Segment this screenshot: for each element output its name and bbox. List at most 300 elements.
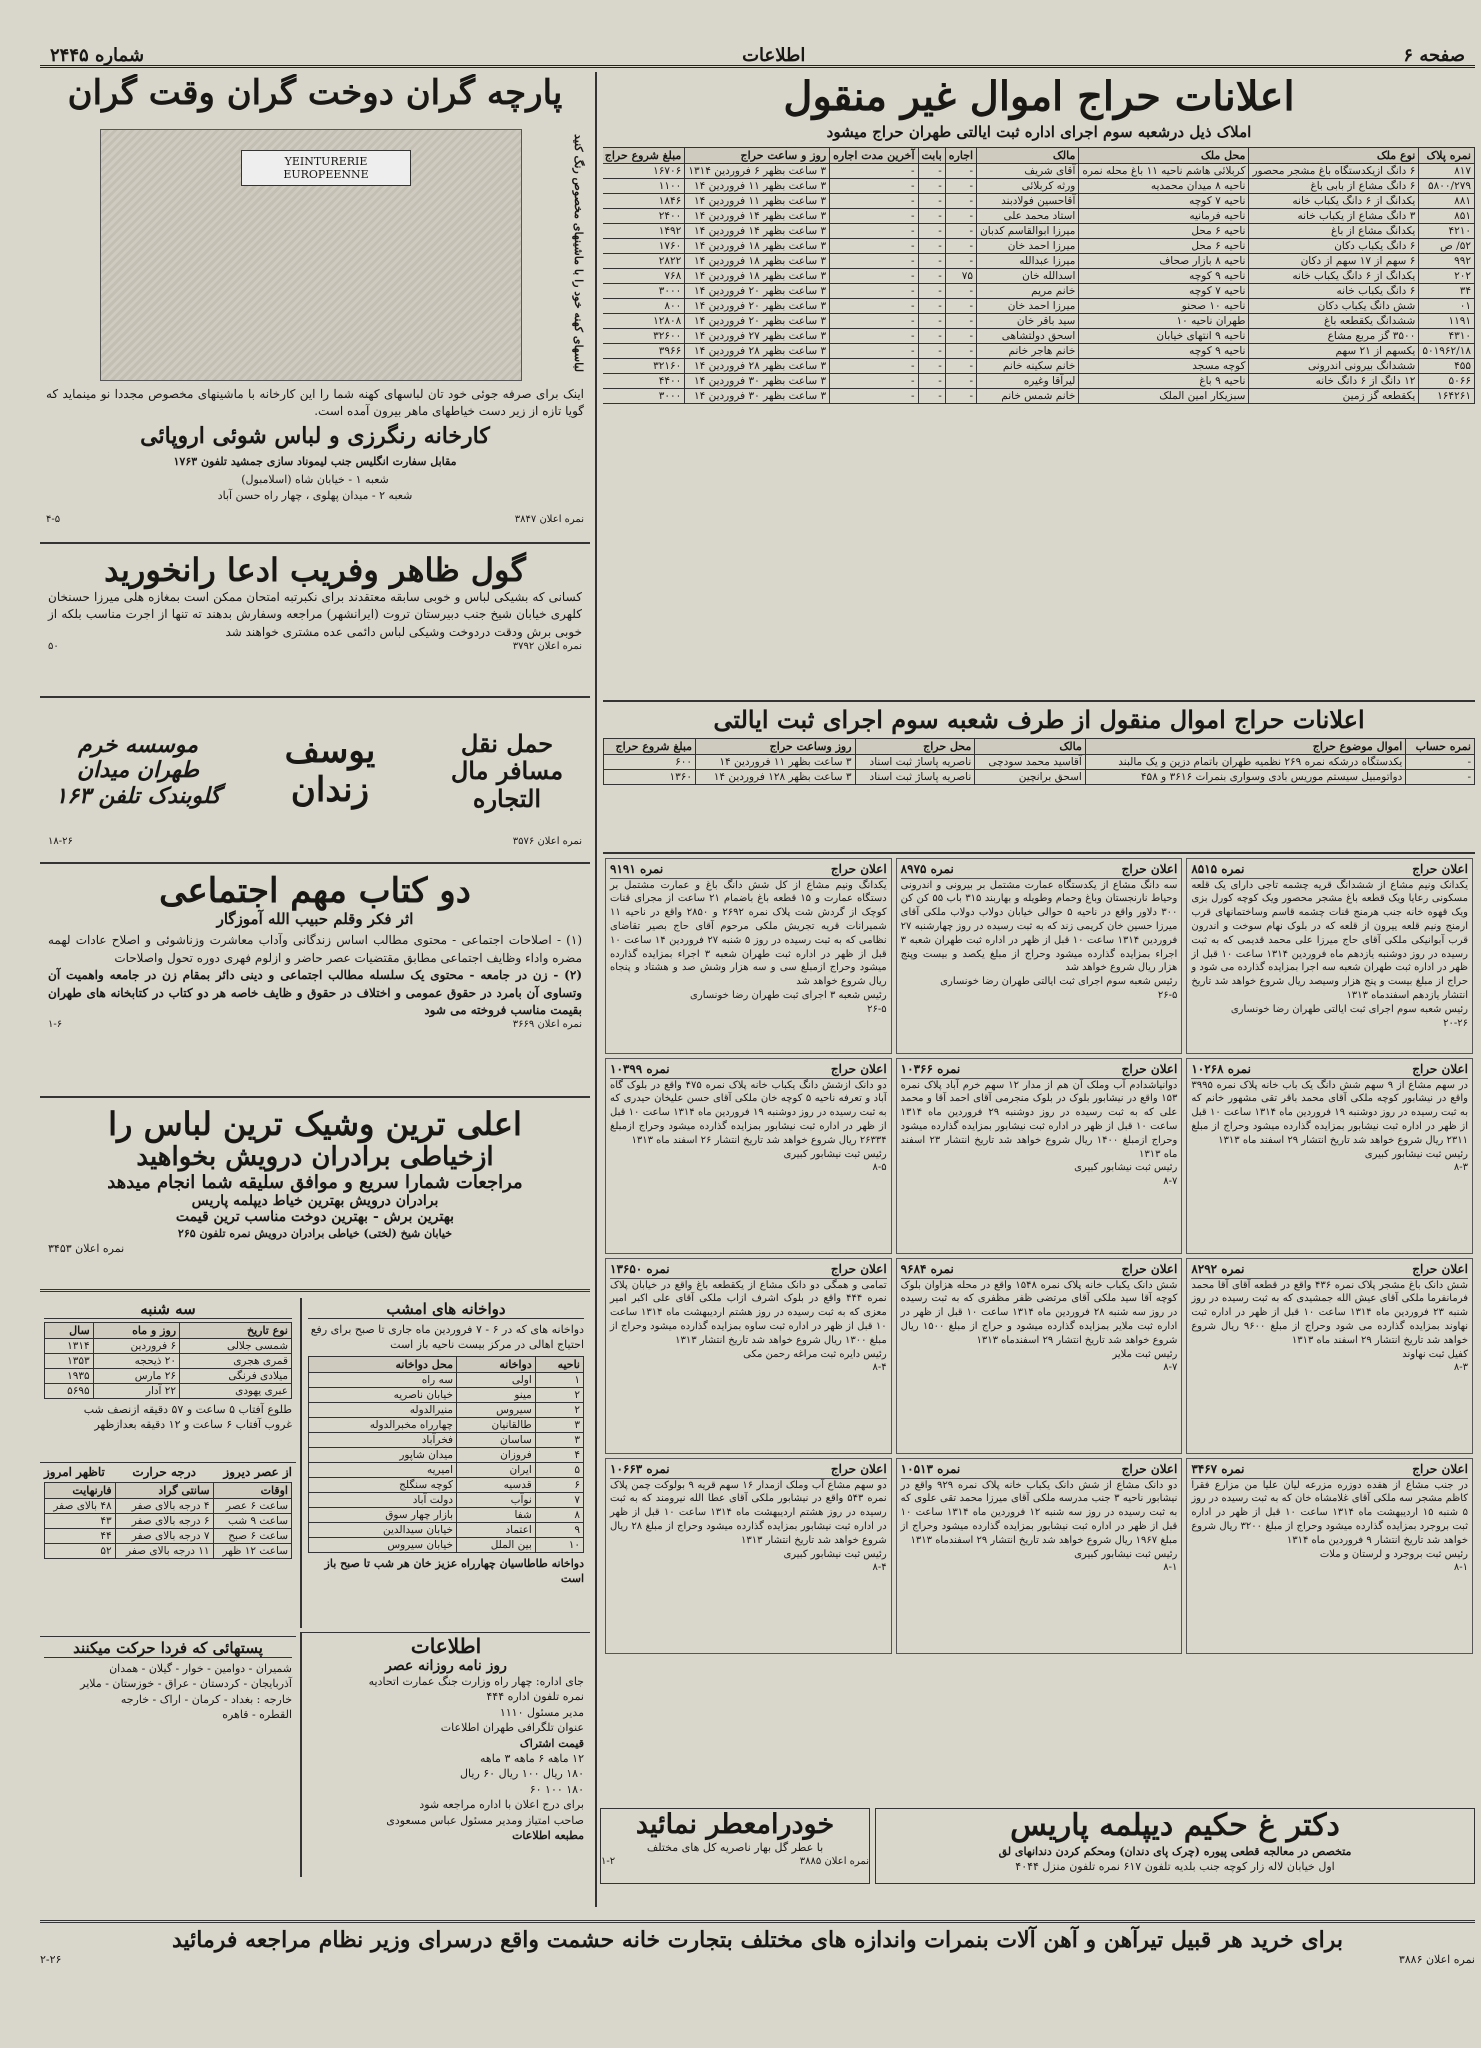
table-cell: - xyxy=(918,179,945,194)
auction-movable-title: اعلانات حراج اموال منقول از طرف شعبه سوم اجرای ثبت ایالتی xyxy=(713,705,1365,734)
page-header xyxy=(40,46,1475,68)
post-line-3: خارجه : بغداد - کرمان - اراک - خارجه xyxy=(120,1692,292,1706)
table-cell: سبزیکار امین الملک xyxy=(1079,389,1249,404)
perfume-code: ۱-۲ xyxy=(601,1856,616,1868)
table-cell: ۴۴ xyxy=(45,1529,116,1544)
table-cell: ۱۶۴۲۶۱ xyxy=(1419,389,1475,404)
deceit-title: گول ظاهر وفریب ادعا رانخورید xyxy=(104,551,526,589)
books-num: نمره اعلان ۳۶۶۹ xyxy=(512,1019,582,1031)
pharm-col-zone: ناحیه xyxy=(535,1356,583,1372)
notice-box xyxy=(605,858,892,1054)
ettelaat-manager-phone: ۱۱۱۰ xyxy=(499,1705,524,1719)
footer-text: برای خرید هر قبیل تیرآهن و آهن آلات بنمرات واندازه های مختلف بتجارت خانه حشمت واقع درسرای وزیر نظام مراجعه فرمائید xyxy=(171,1927,1344,1953)
table-cell: آقاسید محمد سودچی xyxy=(975,754,1086,769)
pharm-zone: ۷ xyxy=(535,1492,583,1507)
table-cell: ساعت ۱۲ ظهر xyxy=(213,1544,291,1559)
notice-code: ۲۶-۵ xyxy=(1157,989,1178,1001)
table-cell: ۸۱۷ xyxy=(1419,164,1475,179)
deceit-num: نمره اعلان ۳۷۹۲ xyxy=(512,640,582,652)
mov-col-header: نمره حساب xyxy=(1406,738,1475,754)
notice-header xyxy=(1191,1061,1468,1079)
table-cell: ۴۳ xyxy=(45,1514,116,1529)
table-cell: ۱۱۹۱ xyxy=(1419,314,1475,329)
table-cell: - xyxy=(945,224,976,239)
notice-header xyxy=(1191,1261,1468,1279)
temp-col-header: سانتی گراد xyxy=(115,1483,213,1499)
notice-body: شش دانک باغ مشجر پلاک نمره ۴۳۶ واقع در قطعه آقای آقا محمد فرمانفرما ملکی آقای عیش الله جمشیدی که به ثبت رسیده در روز شنبه ۲۳ فروردین ماه ۱۳۱۴ ساعت ۱۰ قبل از ظهر در اداره ثبت نهاوند بمزایده گذارده می شود وحراج از مبلغ ۹۶۰۰ ریال شروع خواهد شد تاریخ انتشار ۲۹ اسفند ماه ۱۳۱۳ xyxy=(1191,1279,1468,1346)
ettelaat-title: اطلاعات xyxy=(410,1634,482,1658)
table-cell: یکسهم از ۲۱ سهم xyxy=(1249,344,1419,359)
table-cell: ۳ ساعت بظهر ۱۴ فروردین ۱۴ xyxy=(685,224,830,239)
post-line-1: شمیران - دوامین - خوار - گیلان - همدان xyxy=(109,1662,292,1675)
post-box xyxy=(40,1636,296,1876)
table-cell: ۳ ساعت بظهر ۱۱ فروردین ۱۴ xyxy=(685,179,830,194)
pharm-zone: ۹ xyxy=(535,1522,583,1537)
temp-title: درجه حرارت xyxy=(132,1465,196,1479)
table-cell: ۵۰۱۹۶۲/۱۸ xyxy=(1419,344,1475,359)
temperature-header xyxy=(44,1465,292,1479)
table-cell: - xyxy=(945,284,976,299)
table-cell: آقای شریف xyxy=(977,164,1079,179)
table-cell: - xyxy=(945,374,976,389)
table-cell: ۳۹۶۶ xyxy=(603,344,685,359)
sunrise: طلوع آفتاب ۵ ساعت و ۵۷ دقیقه ازنصف شب xyxy=(83,1403,292,1416)
footer-num: نمره اعلان ۳۸۸۶ xyxy=(1398,1953,1475,1966)
table-cell: شمسی جلالی xyxy=(180,1339,292,1354)
notice-signature: رئیس ثبت بروجرد و لرستان و ملات xyxy=(1319,1548,1468,1560)
notice-title: اعلان حراج xyxy=(1412,1462,1468,1476)
table-row xyxy=(309,1537,584,1552)
pharm-area: فخرآباد xyxy=(309,1432,457,1447)
table-row xyxy=(309,1372,584,1387)
table-cell: - xyxy=(830,194,918,209)
ettelaat-phone: نمره تلفون اداره xyxy=(507,1690,584,1704)
pharm-name: نوآب xyxy=(457,1492,536,1507)
tailor-line-1: اعلی ترین وشیک ترین لباس را xyxy=(108,1105,522,1143)
table-cell: - xyxy=(918,374,945,389)
pharm-area: دولت آباد xyxy=(309,1492,457,1507)
notice-box xyxy=(1186,1058,1473,1254)
notice-body: یکدانک ونیم مشاع از ششدانگ قریه چشمه تاجی دارای یک قلعه مسکونی رعایا ویک قطعه باغ مشجر محصور ویک کوچه کورل بزی ویک قهوه خانه جنب هرمنج قنات چشمه قاسم وساختمانهای قرب ارمنج ونیم قلعه ییرون از قلعه که در بلوک نهام سوخت و اندرون قرب آبوانیکی ملکی آقای حاج میرزا علی محمد قدیمی که به ثبت رسیده در روز دوشنبه یازدهم ماه فروردین ۱۳۱۴ ساعت ۱۰ قبل از ظهر در اداره ثبت طهران شعبه سه اجرا بمزایده گذارده می شود و حراج از مبلغ بیست و پنج هزار وسیصد ریال شروع خواهد شد تاریخ انتشار یازدهم اسفندماه ۱۳۱۳ xyxy=(1191,879,1468,1001)
table-cell: ۱۶۷۰۶ xyxy=(603,164,685,179)
notice-body: سه دانگ مشاع از یکدستگاه عمارت مشتمل بر بیرونی و اندرونی وحیاط نارنجستان وباغ وحمام وطویله و بهاربند ۳۱۵ باب ۵۵ کن کن ۳۰۰ دلاور واقع در ناحیه ۵ حوالی خیابان دولاب دولاب ملکی آقای میرزا حسین خان کریمی زند که به ثبت رسیده در روز چهارشنبه ۲۷ فروردین ۱۳۱۴ ساعت ۱۰ قبل از ظهر در اداره ثبت طهران شعبه ۳ اجراء بمزایده گذارده میشود وحراج از مبلغ یکصد و بیست وپنج هزار ریال شروع خواهد شد xyxy=(900,879,1178,974)
notices-section xyxy=(603,852,1475,1882)
perfume-num-row xyxy=(601,1855,869,1869)
table-cell: ۵۲/ ص xyxy=(1419,239,1475,254)
table-cell: عبری یهودی xyxy=(180,1384,292,1399)
notice-header xyxy=(901,1461,1178,1479)
tailor-line-2: ازخیاطی برادران درویش بخواهید xyxy=(136,1141,494,1172)
table-row xyxy=(603,164,1475,179)
table-cell: - xyxy=(945,254,976,269)
transport-col-1: حمل نقل مسافر مال التجاره xyxy=(450,728,564,813)
table-cell: ناحیه ۸ میدان محمدیه xyxy=(1079,179,1249,194)
notice-code: ۸-۳ xyxy=(1453,1362,1468,1374)
notice-signature: رئیس شعبه ۳ اجرای ثبت طهران رضا خونساری xyxy=(690,989,887,1001)
pharm-area: خیابان سیدالدین xyxy=(309,1522,457,1537)
imm-col-header: مبلغ شروع حراج xyxy=(603,148,685,164)
pharm-area: بازار چهار سوق xyxy=(309,1507,457,1522)
notice-code: ۸-۷ xyxy=(1163,1176,1178,1188)
table-cell: ۱۳۵۳ xyxy=(45,1354,94,1369)
transport-col-2: یوسف زندان xyxy=(284,730,376,810)
table-row xyxy=(45,1369,292,1384)
table-cell: ۳ ساعت بظهر ۳۰ فروردین ۱۴ xyxy=(685,389,830,404)
notice-number: نمره ۱۰۵۱۳ xyxy=(900,1462,961,1476)
notice-box xyxy=(605,1058,892,1254)
table-cell: - xyxy=(918,329,945,344)
auction-immovable-title: اعلانات حراج اموال غیر منقول xyxy=(783,74,1295,120)
table-cell: ۱۴۹۲ xyxy=(603,224,685,239)
fabric-ad xyxy=(40,74,590,544)
table-cell: ۱۹۳۵ xyxy=(45,1369,94,1384)
table-cell: ناحیه ۶ محل xyxy=(1079,224,1249,239)
subscription-row: ۱۸۰ ۱۰۰ ۶۰ xyxy=(529,1782,584,1796)
temperature-box xyxy=(40,1462,296,1632)
notice-number: نمره ۸۵۱۵ xyxy=(1191,862,1245,876)
tailor-line-5: بهترین برش - بهترین دوخت مناسب ترین قیمت xyxy=(175,1209,455,1226)
pharm-zone: ۵ xyxy=(535,1462,583,1477)
notice-header xyxy=(901,861,1178,879)
notice-box xyxy=(1186,1458,1473,1654)
table-row xyxy=(603,209,1475,224)
doctor-ad xyxy=(875,1808,1475,1884)
post-line-2: آذربایجان - کردستان - عراق - خوزستان - ملایر xyxy=(80,1677,292,1691)
table-cell: کربلائی هاشم ناحیه ۱۱ باغ محله نمره xyxy=(1079,164,1249,179)
books-item-2: (۲) - زن در جامعه - محتوی یک سلسله مطالب اجتماعی و دینی دائر بمقام زن در جامعه واهمیت آن وتساوی آن بامرد در حقوق عمومی و اختلاف در حقوق و ظایف خاصه هر دو کتاب در کتابخانه های طهران بقیمت مناسب فروخته می شود xyxy=(48,968,582,1017)
notice-number: نمره ۹۶۸۴ xyxy=(900,1262,954,1276)
pharm-zone: ۳ xyxy=(535,1432,583,1447)
table-cell: ساعت ۹ شب xyxy=(213,1514,291,1529)
table-cell: ۳ ساعت بظهر ۳۰ فروردین ۱۴ xyxy=(685,374,830,389)
table-row xyxy=(309,1492,584,1507)
table-cell: ناحیه ۹ باغ xyxy=(1079,374,1249,389)
ettelaat-sub: روز نامه روزانه عصر xyxy=(385,1658,507,1674)
notice-code: ۲۰-۲۶ xyxy=(1443,1017,1468,1029)
table-row xyxy=(309,1387,584,1402)
table-row xyxy=(603,329,1475,344)
table-cell: ۶ دانگ ازیکدستگاه باغ مشجر محصور xyxy=(1249,164,1419,179)
table-cell: ناحیه ۹ انتهای خیابان xyxy=(1079,329,1249,344)
ettelaat-phone-num: ۴۴۴ xyxy=(486,1690,505,1704)
pharm-name: اعتماد xyxy=(457,1522,536,1537)
notice-code: ۸-۵ xyxy=(872,1162,887,1174)
table-row xyxy=(309,1402,584,1417)
post-line-4: القطره - قاهره xyxy=(222,1708,292,1722)
table-cell: - xyxy=(830,179,918,194)
table-cell: ۳ ساعت بظهر ۱۱ فروردین ۱۴ xyxy=(685,194,830,209)
table-row xyxy=(309,1417,584,1432)
notice-code: ۸-۴ xyxy=(872,1562,887,1574)
table-cell: - xyxy=(918,239,945,254)
temperature-table xyxy=(44,1482,292,1559)
notice-title: اعلان حراج xyxy=(1121,862,1178,876)
sunset: غروب آفتاب ۶ ساعت و ۱۲ دقیقه بعدازظهر xyxy=(94,1418,292,1432)
transport-num: نمره اعلان ۳۵۷۶ xyxy=(512,836,582,847)
table-cell: ۶ سهم از ۱۷ سهم از دکان xyxy=(1249,254,1419,269)
books-num-row xyxy=(48,1019,582,1030)
notice-body: شش دانک یکباب خانه پلاک نمره ۱۵۴۸ واقع در محله هزاوان بلوک کوچه آقا سید ملکی آقای مرتضی ظفر مظفری که به ثبت رسیده در روز سه شنبه ۲۸ فروردین ماه ۱۳۱۴ ساعت ۱۰ قبل از ظهر در اداره ثبت ملایر بمزایده گذارده میشود و حراج از مبلغ ۱۵۰۰ ریال شروع خواهد شد تاریخ انتشار ۲۹ اسفندماه ۱۳۱۳ xyxy=(900,1279,1178,1346)
notice-number: نمره ۱۳۶۵۰ xyxy=(610,1262,670,1276)
transport-ad xyxy=(40,702,590,864)
auction-immovable-table xyxy=(603,147,1475,404)
table-cell: ۳۵۰۰ گز مربع مشاع xyxy=(1249,329,1419,344)
fabric-num: نمره اعلان ۳۸۴۷ xyxy=(514,514,584,525)
table-cell: - xyxy=(918,164,945,179)
table-row xyxy=(309,1522,584,1537)
notice-header xyxy=(1191,1461,1468,1479)
notice-signature: رئیس شعبه سوم اجرای ثبت ایالتی طهران رضا خونساری xyxy=(940,976,1178,988)
perfume-ad xyxy=(600,1808,870,1884)
imm-col-header: نمره پلاک xyxy=(1419,148,1475,164)
pharm-area: کوچه سنگلج xyxy=(309,1477,457,1492)
notice-number: نمره ۱۰۲۶۸ xyxy=(1191,1062,1251,1076)
table-cell: ناحیه فرمانیه xyxy=(1079,209,1249,224)
ettelaat-telegram: عنوان تلگرافی طهران اطلاعات xyxy=(440,1721,584,1735)
table-cell: ۴۴۰۰ xyxy=(603,374,685,389)
notice-number: نمره ۱۰۳۹۹ xyxy=(610,1062,670,1076)
table-cell: ۴۲۱۰ xyxy=(1419,224,1475,239)
table-cell: - xyxy=(918,359,945,374)
table-row xyxy=(603,344,1475,359)
books-item-1: (۱) - اصلاحات اجتماعی - محتوی مطالب اساس زندگانی وآداب معاشرت وزناشوئی و اصلاح عادات لهمه مضره واداء وظایف اجتماعی مطابق مقتضیات عصر حاضر و ازلوم فهری دوره تحول واصلاحات xyxy=(48,933,582,965)
notice-title: اعلان حراج xyxy=(830,862,887,876)
subscription-row: ۱۲ ماهه ۶ ماهه ۳ ماهه xyxy=(480,1752,584,1766)
footer-num-row xyxy=(40,1953,1475,1966)
table-row xyxy=(45,1529,292,1544)
table-cell: ناصریه پاساژ ثبت اسناد xyxy=(855,754,975,769)
notice-title: اعلان حراج xyxy=(1412,1062,1468,1076)
books-code: ۱-۶ xyxy=(48,1019,63,1031)
table-row xyxy=(603,239,1475,254)
ettelaat-printer: مطبعه اطلاعات xyxy=(512,1829,584,1842)
table-row xyxy=(603,389,1475,404)
ettelaat-manager-row xyxy=(308,1705,584,1720)
pharmacies-note: دواخانه طاطاسیان چهارراه عزیز خان هر شب تا صبح باز است xyxy=(324,1556,584,1586)
pharm-area: خیابان ناصریه xyxy=(309,1387,457,1402)
table-cell: - xyxy=(918,209,945,224)
table-cell: - xyxy=(945,329,976,344)
notice-body: تمامی و همگی دو دانک مشاع از یکقطعه باغ واقع در خیابان پلاک نمره ۴۴۴ واقع در بلوک اشرف ازاب ملکی آقای علی اکبر امیر معزی که به ثبت رسیده در روز هشتم اردیبهشت ماه ۱۳۱۴ ساعت ۱۰ قبل از ظهر در اداره ثبت ساوه بمزایده گذارده میشود وحراج از مبلغ ۱۳۰۰ ریال شروع خواهد شد تاریخ انتشار ۱۳۱۳ xyxy=(610,1279,887,1346)
table-cell: ۱۱۰۰ xyxy=(603,179,685,194)
table-cell: ۱۲۸۰۸ xyxy=(603,314,685,329)
table-cell: ۳ ساعت بظهر ۱۲۸ فروردین ۱۴ xyxy=(696,769,855,784)
pharm-zone: ۸ xyxy=(535,1507,583,1522)
table-cell: ۵۲ xyxy=(45,1544,116,1559)
subscription-row: ۱۸۰ ریال ۱۰۰ ریال ۶۰ ریال xyxy=(460,1767,584,1781)
table-cell: - xyxy=(945,209,976,224)
pharm-zone: ۴ xyxy=(535,1447,583,1462)
ettelaat-sub-title: قیمت اشتراک xyxy=(519,1736,584,1750)
table-cell: خانم سکینه خانم xyxy=(977,359,1079,374)
table-cell: یکدانگ از ۶ دانگ یکباب خانه xyxy=(1249,194,1419,209)
imm-col-header: روز و ساعت حراج xyxy=(685,148,830,164)
table-cell: ۲۰ ذیحجه xyxy=(93,1354,179,1369)
notice-title: اعلان حراج xyxy=(830,1462,887,1476)
pharmacies-box xyxy=(300,1298,590,1628)
table-cell: ۴۳۱۰ xyxy=(1419,329,1475,344)
transport-code: ۱۸-۲۶ xyxy=(48,836,73,847)
footer-banner xyxy=(40,1920,1475,1980)
table-cell: ۵۶۹۵ xyxy=(45,1384,94,1399)
notice-body: دو دانک ازشش دانگ یکباب خانه پلاک نمره ۴۷۵ واقع در بلوک گاه آباد و تعرفه ناحیه ۵ کوچه خان ملکی آقای حسن علیخان حیدری که به ثبت رسیده در روز دوشنبه ۱۹ فروردین ماه ۱۳۱۴ ساعت ۱۰ قبل از ظهر در اداره ثبت نیشابور بمزایده گذارده میشود وحراج ازمبلغ ۲۶۳۳۴ ریال شروع خواهد شد تاریخ انتشار ۲۶ اسفند ماه ۱۳۱۳ xyxy=(610,1079,887,1146)
cal-col-header: روز و ماه xyxy=(93,1323,179,1339)
fabric-side-text: لباسهای کهنه خود را با ماشینهای مخصوص رنگ کنید xyxy=(572,134,585,373)
imm-col-header: آخرین مدت اجاره xyxy=(830,148,918,164)
notice-signature: رئیس دایره ثبت مراغه رحمن مکی xyxy=(743,1348,887,1360)
table-cell: ناحیه ۷ کوچه xyxy=(1079,194,1249,209)
table-cell: ۳ ساعت بظهر ۲۰ فروردین ۱۴ xyxy=(685,314,830,329)
ettelaat-box xyxy=(300,1632,590,1877)
notice-body: در جنب مشاع از هفده دوزره مزرعه لیان علیا من مزارع فقرا کاظم مشجر سه ملکی آقای غلامشاه خان که به ثبت رسیده در روز ۵ شنبه ۱۵ اردیبهشت ماه ۱۳۱۴ ساعت ۱۰ قبل از ظهر در اداره ثبت بروجرد بمزایده گذارده میشود وحراج از مبلغ ۳۲۰۰ ریال شروع خواهد شد تاریخ انتشار ۹ فروردین ماه ۱۳۱۴ xyxy=(1191,1479,1468,1546)
notice-header xyxy=(610,1261,887,1279)
notice-signature: رئیس ثبت نیشابور کبیری xyxy=(1364,1148,1468,1160)
table-row xyxy=(603,194,1475,209)
table-row xyxy=(603,314,1475,329)
mov-col-header: مالک xyxy=(975,738,1086,754)
deceit-code: ۵۰ xyxy=(48,640,59,652)
table-cell: - xyxy=(830,389,918,404)
pharm-zone: ۲ xyxy=(535,1402,583,1417)
pharm-name: فروزان xyxy=(457,1447,536,1462)
notice-signature: رئیس ثبت نیشابور کبیری xyxy=(1074,1162,1178,1174)
table-row xyxy=(45,1499,292,1514)
table-cell: ۳ ساعت بظهر ۱۸ فروردین ۱۴ xyxy=(685,254,830,269)
notice-box xyxy=(1186,1258,1473,1454)
table-cell: - xyxy=(830,299,918,314)
pharm-col-area: محل دواخانه xyxy=(309,1356,457,1372)
table-cell: خانم شمس خانم xyxy=(977,389,1079,404)
transport-col-3: موسسه خرم طهران میدان گلوبندک تلفن ۱۶۳ xyxy=(55,732,221,809)
notice-header xyxy=(1191,861,1468,879)
deceit-ad xyxy=(40,548,590,698)
table-cell: - xyxy=(918,254,945,269)
notice-signature: رئیس ثبت ملایر xyxy=(1112,1348,1178,1360)
tailor-line-4: برادران درویش بهترین خیاط دیپلمه پاریس xyxy=(191,1193,439,1210)
fabric-branch-1: شعبه ۱ - خیابان شاه (اسلامبول) xyxy=(241,473,389,486)
column-divider xyxy=(595,72,597,1907)
pharm-zone: ۱۰ xyxy=(535,1537,583,1552)
pharm-area: خیابان سیروس xyxy=(309,1537,457,1552)
table-cell: ۲۲ آدار xyxy=(93,1384,179,1399)
table-cell: - xyxy=(945,194,976,209)
table-cell: ۵۸۰۰/۲۷۹ xyxy=(1419,179,1475,194)
table-cell: ۳ ساعت بظهر ۲۰ فروردین ۱۴ xyxy=(685,284,830,299)
pharm-zone: ۲ xyxy=(535,1387,583,1402)
auction-immovable-section xyxy=(603,74,1475,694)
notice-code: ۸-۱ xyxy=(1453,1562,1468,1574)
table-cell: ناحیه ۱۰ صحنو xyxy=(1079,299,1249,314)
table-cell: - xyxy=(830,254,918,269)
pharm-name: ایران xyxy=(457,1462,536,1477)
table-cell: - xyxy=(830,314,918,329)
fabric-title: پارچه گران دوخت گران وقت گران xyxy=(67,74,563,113)
notice-number: نمره ۳۴۶۷ xyxy=(1191,1462,1245,1476)
books-ad xyxy=(40,868,590,1098)
perfume-title: خودرامعطر نمائید xyxy=(635,1809,835,1840)
table-cell: ناحیه ۸ بازار صحاف xyxy=(1079,254,1249,269)
table-cell: ساعت ۶ صبح xyxy=(213,1529,291,1544)
table-row xyxy=(45,1354,292,1369)
notice-box xyxy=(896,1058,1183,1254)
pharm-name: ساسان xyxy=(457,1432,536,1447)
notice-number: نمره ۸۹۷۵ xyxy=(900,862,954,876)
auction-movable-table xyxy=(603,738,1475,785)
table-cell: ۳ ساعت بظهر ۱۴ فروردین ۱۴ xyxy=(685,209,830,224)
notice-body: در سهم مشاع از ۹ سهم شش دانگ یک باب خانه پلاک نمره ۳۹۹۵ واقع در نیشابور کوچه ملکی آقای محمد باقر تقی مشهور خانم که به ثبت رسیده در روز دوشنبه ۱۹ فروردین ماه ۱۳۱۴ ساعت ۱۰ قبل از ظهر در اداره ثبت نیشابور بمزایده گذارده میشود وحراج از مبلغ ۲۳۱۱ ریال شروع خواهد شد تاریخ انتشار ۲۹ اسفند ماه ۱۳۱۳ xyxy=(1191,1079,1468,1146)
table-row xyxy=(603,374,1475,389)
post-title: پستهائی که فردا حرکت میکنند xyxy=(44,1639,292,1658)
notice-body: یکدانگ ونیم مشاع از کل شش دانگ باغ و عمارت مشتمل بر دستگاه عمارت و ۱۵ قطعه باغ باضمام ۲۱ ساعت از مجرای قنات کوچک از گردش شت پلاک نمره ۲۶۹۲ و ۲۸۵۰ واقع در ناحیه ۱۱ شمیرانات قریه تجریش ملکی مرحوم آقای حاج بصیر تقاضای نظامی که به ثبت رسیده در روز ۵ شنبه ۲۷ فروردین ۱۴ ساعت ۱۰ قبل از ظهر در اداره ثبت طهران شعبه ۳ اجراء بمزایده گذارده میشود وحراج ازمبلغ سی و سه هزار وشش صد و هشتاد و پنجاه ریال شروع خواهد شد xyxy=(610,879,887,988)
notice-box xyxy=(896,858,1183,1054)
table-cell: آقاحسین فولادبند xyxy=(977,194,1079,209)
table-cell: میرزا ابوالقاسم کدبان xyxy=(977,224,1079,239)
mov-col-header: محل حراج xyxy=(855,738,975,754)
pharmacies-table xyxy=(308,1356,584,1553)
pharm-area: میدان شاپور xyxy=(309,1447,457,1462)
table-row xyxy=(309,1507,584,1522)
notice-signature: کفیل ثبت نهاوند xyxy=(1402,1348,1468,1360)
table-row xyxy=(603,269,1475,284)
table-cell: - xyxy=(830,374,918,389)
table-cell: ۸۰۰ xyxy=(603,299,685,314)
table-cell: ناحیه ۹ کوچه xyxy=(1079,344,1249,359)
table-cell: ۷۵ xyxy=(945,269,976,284)
pharm-area: امیریه xyxy=(309,1462,457,1477)
notice-header xyxy=(901,1261,1178,1279)
temp-col-header: اوقات xyxy=(213,1483,291,1499)
mov-col-header: مبلغ شروع حراج xyxy=(604,738,696,754)
fabric-address: مقابل سفارت انگلیس جنب لیموناد سازی جمشید تلفون ۱۷۶۳ xyxy=(173,455,457,468)
table-cell: ۶ دانگ یکباب دکان xyxy=(1249,239,1419,254)
deceit-body: کسانی که بشیکی لباس و خوبی سابقه معتقدند برای نکبرتبه امتحان ممکن است بمغازه هلی میرزا حسنخان کلهری خیابان شیخ جنب دبیرستان تروت (ایرانشهر) مراجعه وسفارش بدهند ته تنها از اجرت مناسب بلکه از خوبی برش ودقت دردوخت وشیکی لباس دائمی عده مشتری خواهند شد xyxy=(48,589,582,639)
table-cell: یکدانگ مشاع از باغ xyxy=(1249,224,1419,239)
issue-number: شماره ۲۴۴۵ xyxy=(50,46,145,66)
perfume-num: نمره اعلان ۳۸۸۵ xyxy=(799,1856,869,1868)
table-row xyxy=(45,1384,292,1399)
notice-number: نمره ۱۰۳۶۶ xyxy=(900,1062,961,1076)
fabric-code: ۴-۵ xyxy=(46,514,61,525)
transport-num-row xyxy=(48,836,582,847)
auction-movable-section xyxy=(603,700,1475,848)
table-cell: - xyxy=(945,389,976,404)
notice-code: ۸-۴ xyxy=(872,1362,887,1374)
pharm-name: قدسیه xyxy=(457,1477,536,1492)
table-cell: خانم هاجر خانم xyxy=(977,344,1079,359)
table-cell: - xyxy=(945,239,976,254)
notice-code: ۸-۱ xyxy=(1163,1562,1178,1574)
table-cell: - xyxy=(918,194,945,209)
notice-header xyxy=(610,861,887,879)
notice-code: ۸-۷ xyxy=(1163,1362,1178,1374)
pharm-zone: ۳ xyxy=(535,1417,583,1432)
table-cell: یکقطعه گز زمین xyxy=(1249,389,1419,404)
pharm-zone: ۱ xyxy=(535,1372,583,1387)
table-cell: - xyxy=(830,239,918,254)
table-cell: ناحیه ۷ کوچه xyxy=(1079,284,1249,299)
table-cell: ۹۹۲ xyxy=(1419,254,1475,269)
notice-box xyxy=(605,1258,892,1454)
books-title: دو کتاب مهم اجتماعی xyxy=(159,871,471,911)
table-cell: ساعت ۶ عصر xyxy=(213,1499,291,1514)
table-cell: ششدانگ یکقطعه باغ xyxy=(1249,314,1419,329)
notice-body: دوانیاشدادم آب وملک آن هم از مدار ۱۲ سهم خرم آباد پلاک نمره ۱۵۳ واقع در نیشابور بلوک در بلوک منجرمی آقای احمد آقا و محمد علی که به ثبت رسیده در روز دوشنبه ۲۹ فروردین ماه ۱۳۱۴ ساعت ۱۰ قبل از ظهر در اداره ثبت نیشابور بمزایده گذارده میشود وحراج ازمبلغ ۱۴۰۰ ریال شروع خواهد شد تاریخ انتشار ۲۳ اسفند ماه ۱۳۱۳ xyxy=(900,1079,1178,1160)
pharm-name: شفا xyxy=(457,1507,536,1522)
table-cell: ۱۱ درجه بالای صفر xyxy=(115,1544,213,1559)
perfume-body: با عطر گل بهار ناصریه کل های مختلف xyxy=(646,1841,824,1855)
temp-col-header: فارنهایت xyxy=(45,1483,116,1499)
table-row xyxy=(45,1514,292,1529)
